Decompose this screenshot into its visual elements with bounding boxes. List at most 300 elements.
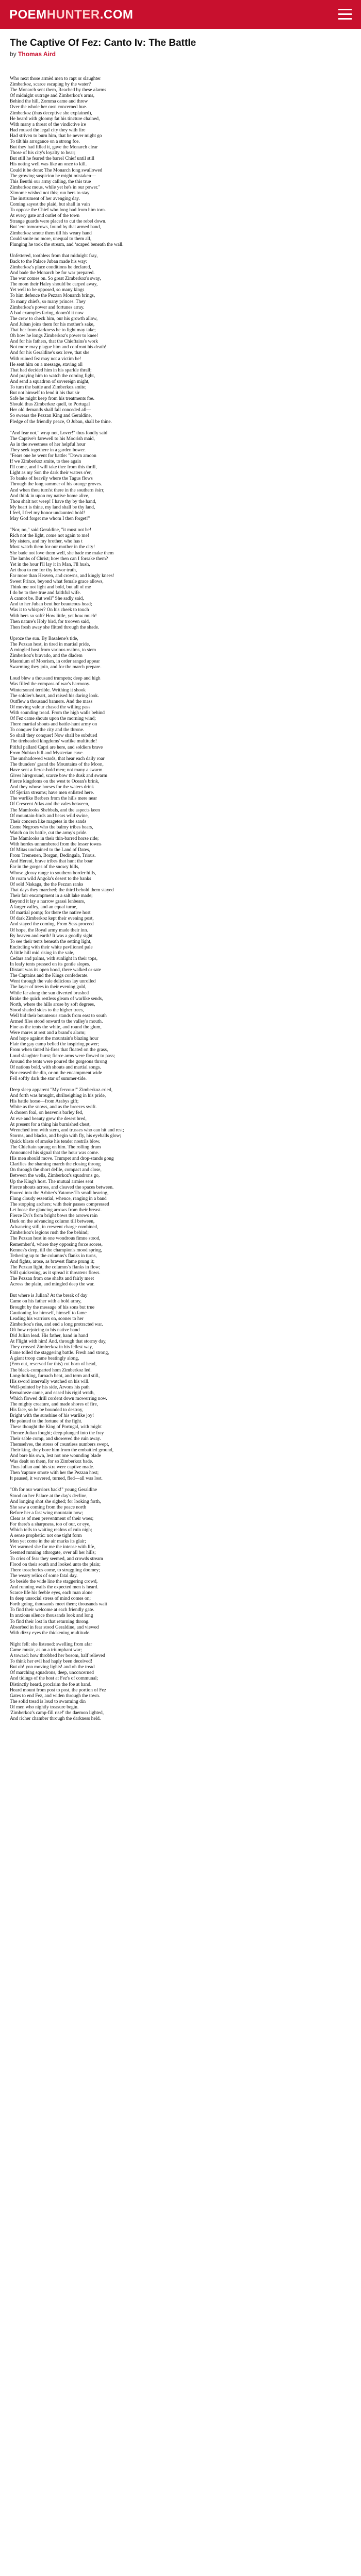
poem-line: To find their welcome at each friendly gate. [10, 1607, 94, 1613]
poem-line: North, where the hills arose by soft degrees, [10, 1002, 95, 1007]
poem-line: The thunders' grand the Mountains of the Moon, [10, 761, 104, 767]
poem-line: White as the snows, and as the breezes swift. [10, 1105, 97, 1110]
poem-line: His face, so he be bounded to destroy, [10, 1408, 84, 1413]
poem-line: It paused, it wavered, turned, fled—all was lost. [10, 1476, 103, 1482]
poem-line: She saw a coming from the peace north [10, 1504, 87, 1510]
poem-line: My sisters, and my brother, who has t [10, 539, 83, 545]
poem-line: I'll come, and I will take thee from this thrill, [10, 465, 97, 470]
poem-line: Their sable comp, and showered the ruin away. [10, 1436, 101, 1442]
poem-line: Fierce kingdoms on the west to Ocean's brink, [10, 779, 100, 785]
poem-line: Of men who nightly treasure begin. [10, 1704, 79, 1710]
poem-body [10, 76, 299, 1722]
poem-line: Thence Julian fought; deep plunged into the fray [10, 1430, 104, 1436]
poem-line: With dizzy eyes the thickening multitude. [10, 1630, 91, 1636]
poem-line: And richer chamber through the darkness held. [10, 1716, 101, 1722]
poem-line: Night fell: she listened: swelling from afar [10, 1641, 92, 1647]
poem-line: Their fair encampment in a salt lake made; [10, 893, 93, 899]
poem-line: Maemium of Moorism, in order ranged appear [10, 659, 100, 665]
poem-line: With hers so soft? How little, yet how much! [10, 613, 97, 619]
poem-line: And to her Juban bent her beauteous head; [10, 602, 92, 607]
poem-line: Fame tolled the staggering battle. Fresh and strong, [10, 1350, 109, 1356]
poem-line: His sword intervally watched on his will. [10, 1379, 90, 1384]
poem-line: Yet well to be opposed, so many kings [10, 287, 85, 293]
logo-accent-text: HUNTER [46, 8, 100, 22]
poem-line: Of hope, the Royal army made their inn. [10, 927, 88, 933]
poem-line: Clear as of men preventment of their woes; [10, 1516, 94, 1521]
poem-line: Yet in the hour I'll lay it in Man, I'll hush, [10, 562, 90, 567]
poem-line: But ‘ere tomorrows, found by that armed band, [10, 225, 101, 230]
poem-line: 'Zimberkoz's camp-fill rise!' the daemon lighted, [10, 1710, 104, 1716]
poem-line: Distinctly heard, proclaim the foe at hand. [10, 1682, 92, 1687]
poem-line: The war comes on. So great Zimberkoz's sway, [10, 276, 101, 282]
poem-line: For there's a sharpness, too of our, or eye, [10, 1521, 91, 1527]
poem-line: Were mares at rest and a brand's alarm; [10, 1030, 86, 1036]
poem-line: Yet warmed she for me the intense with life, [10, 1545, 95, 1550]
stanza [10, 1642, 299, 1722]
poem-line: That her from darkness he to light may take; [10, 328, 96, 333]
poem-line: And running wails the expected men is heard. [10, 1585, 99, 1590]
poem-line: And for his Geraldine's sex love, that she [10, 350, 90, 356]
poem-line: I do be to thee true and faithful wife. [10, 590, 81, 596]
stanza [10, 528, 299, 631]
poem-line: Had roused the legal city they with fire [10, 127, 86, 133]
poem-line: Poured into the Arbiter's Yatome-Th small hearing, [10, 1190, 109, 1196]
byline-prefix: by [10, 50, 17, 58]
poem-line: To him defence the Pezzan Monarch brings, [10, 293, 95, 299]
poem-line: There martial shouts and battle-hunt army on [10, 722, 97, 727]
poem-line: Cautioning for himself, himself to fame [10, 1310, 87, 1316]
poem-line: But not himself to lend it his that sir [10, 391, 80, 396]
poem-line: "Fears one he went for battle: "Down amoon [10, 453, 96, 459]
poem-line: My heart is thine, my land shall be thy land, [10, 504, 95, 510]
poem-line: Encircling with their white pavilioned pale [10, 944, 93, 950]
poem-line: From when tinted hi-fires that floated on the grass, [10, 1047, 108, 1053]
poem-line: Dark on the advancing column till between, [10, 1219, 95, 1225]
poem-line: Remember'd, where they opposing force scores, [10, 1242, 103, 1247]
poem-line: On through the short defile, compact and close, [10, 1167, 102, 1173]
poem-line: Of Sjerian streams; have men enlisted here. [10, 790, 94, 796]
poem-line: Of midnight outrage and Zimberkoz's arms, [10, 93, 95, 99]
poem-line: The Mamlooks Shebbals, and the aspects keen [10, 807, 100, 813]
poem-line: The Captive's farewell to his Moorish maid, [10, 436, 95, 442]
poem-line: Flung cloudy essential, whence, ranging in a band [10, 1196, 107, 1201]
poem-line: Between the wells, Zimberkoz's squadrons go, [10, 1173, 100, 1179]
poem-line: Flood on their south and looked unto the plain; [10, 1562, 101, 1567]
poem-line: And for his fathers, that the Chieftains's work [10, 339, 98, 345]
poem-line: A sense prophetic: not one tight form [10, 1533, 82, 1539]
poem-line: Not more may plague him and confront his death! [10, 345, 107, 350]
poem-line: Announced his signal that the hour was come. [10, 1150, 99, 1156]
poem-line: The Pezzan light, the columns's flanks in flow; [10, 1264, 101, 1270]
poem-line: In deep unsocial stress of mind comes on; [10, 1596, 91, 1602]
poem-line: Of martial pomp; for there the native host [10, 910, 91, 916]
poem-line: And send a squadron of sovereign might, [10, 379, 90, 384]
poem-line: Of dark Zimberkoz kept their evening post, [10, 916, 94, 922]
poem-line: Stood on her Palace at the day's decline, [10, 1493, 88, 1499]
poem-line: Themselves, the stress of countless numbers swept, [10, 1442, 109, 1447]
poem-line: Should thus Zimberkoz quell, to Portugal [10, 402, 90, 408]
poem-line: Then 'capture smote with her the Pezzan host; [10, 1470, 99, 1476]
poem-line: There treacheries come, to struggling doomey; [10, 1567, 100, 1573]
poem-line: Came music, as on a triumphant war; [10, 1647, 82, 1653]
poem-line: And longing shot she sighed; for looking forth, [10, 1499, 101, 1504]
poem-line: Went through the vale delicious lay unrolled [10, 979, 96, 985]
poem-line: So beside the wide line the staggering crowd, [10, 1579, 98, 1584]
poem-line: To oppose the Chief who long had from him torn. [10, 208, 106, 213]
poem-line: This Beuthi our army calling, the this true [10, 179, 91, 184]
poem-line: Fierce Evi's from bright bows the arrows rain [10, 1213, 98, 1219]
stanza [10, 636, 299, 671]
stanza [10, 676, 299, 1082]
poem-line: Her old demands shall fall conceded all— [10, 408, 91, 413]
poem-line: "Oh for our warriors back!" young Geraldine [10, 1487, 97, 1493]
poem-line: (Erm out, reserved for this) cut born of head, [10, 1362, 97, 1367]
poem-line: Came on his father with a bold array, [10, 1299, 81, 1304]
poem-line: Still quickening, as it spread it threatens flows. [10, 1270, 101, 1276]
poem-line: From Nubian hill and Mysterian cave. [10, 750, 84, 756]
poem-line: Fine as the tents the white, and round the glum, [10, 1025, 102, 1030]
poem-line: At present for a thing his burnished chest, [10, 1122, 91, 1127]
stanza [10, 1088, 299, 1287]
poem-line: The growing suspicion he might mistaken— [10, 173, 96, 179]
poem-line: Advancing still, in crescent charge combined, [10, 1225, 99, 1230]
poem-line: Must watch them for our mother in the city! [10, 545, 95, 550]
poem-line: Could it be done: The Monarch long swallowed [10, 167, 103, 173]
poem-line: Across the plain, and mingled deep the war. [10, 1282, 95, 1287]
poem-line: And Hereni, brave tribes that hunt the boar [10, 859, 93, 865]
poem-line: The soldier's heart, and raised his daring look. [10, 693, 99, 699]
poem-line: Gates to end Fez, and widen through the town. [10, 1693, 100, 1699]
poem-line: Oh how he longs Zimberkoz's power to knee! [10, 333, 99, 339]
poem-line: To many chiefs, so many princes. They [10, 299, 86, 304]
poem-line: He heard with gloomy fat his tincture chained, [10, 116, 100, 122]
site-logo[interactable] [9, 8, 133, 22]
poem-line: Zimberkoz mous, while yet he's in our power." [10, 184, 101, 190]
poem-line: Gives hireground, scarce bow the dusk and swarm [10, 773, 108, 778]
poem-line: Their king, they bore him from the embattled ground, [10, 1447, 113, 1453]
poem-line: The Captains and the Kings confederate. [10, 973, 89, 979]
poem-line: And tidings of the host at Fez's of communal; [10, 1676, 98, 1682]
poem-line: Of mountain-birds and bears wild swine, [10, 813, 89, 819]
poem-line: Clarifies the shaming march the closing throng [10, 1162, 101, 1167]
poem-line: In leafy tents pressed on its gentle slopes. [10, 962, 90, 968]
poem-line: Storms, and blacks, and begin with fly, his eyeballs glow; [10, 1133, 122, 1139]
poem-line: Armed files stood onward to the valley's mouth. [10, 1019, 103, 1024]
poem-line: And think in upon my native home alive, [10, 493, 90, 499]
poem-line: Of sold Niskaga, the the Pezzan ranks [10, 882, 84, 887]
poem-line: Loud blew a thousand trumpets; deep and high [10, 676, 101, 682]
logo-suffix-text: .COM [100, 8, 134, 22]
poem-line: Heard mount from post to post, the portion of Fez [10, 1687, 106, 1693]
poem-line: A cannot be. But well" She sadly said, [10, 596, 84, 602]
poem-line: Around the tents were poured the gorgeous throng [10, 1059, 107, 1064]
poem-line: Thus Julian and his stra were captive made. [10, 1465, 94, 1470]
poem-line: So swears the Pezzan King and Geraldine, [10, 413, 92, 419]
poem-line: Was filled the compass of war's harmony. [10, 682, 90, 687]
poem-line: Did Julian lead. His father, hand in hand [10, 1333, 88, 1338]
poem-line: But they had filled it, gave the Monarch clear [10, 145, 98, 150]
stanza [10, 1293, 299, 1482]
poem-line: His battle horse—from Arabys gift; [10, 1099, 79, 1105]
poem-line: Outflew a thousand banners. And the mass [10, 699, 93, 704]
poem-line: That had decided him in his sparkle thrall; [10, 367, 92, 373]
poem-line: Back to the Palace Juban made his way: [10, 259, 88, 264]
poem-line: To think her evil had haply been deceived! [10, 1659, 92, 1665]
hamburger-menu-icon[interactable] [338, 9, 352, 20]
poem-line: And hope against the mountain's blazing hour [10, 1036, 99, 1042]
poem-line: Their concern like magetes in the sands [10, 819, 87, 824]
stanza [10, 76, 299, 248]
poem-line: And bade the Monarch be for war prepared. [10, 270, 95, 276]
poem-line: To tilt his arrogance on a strong foe. [10, 139, 80, 145]
poem-line: With sounding tread. From the high walls behind [10, 710, 105, 716]
logo-main-text: POEM [9, 8, 47, 22]
stanza [10, 253, 299, 425]
poem-line: The Pezzan from one shafts and fairly meet [10, 1276, 94, 1282]
poem-line: Wrenched iron with stern, and trusses who can hit and rest; [10, 1127, 124, 1133]
poem-line: They crossed Zimberkoz in his fellest way, [10, 1345, 93, 1350]
poem-line: These thought the King of Portugal, with might [10, 1425, 102, 1430]
poem-line: Ximome wished not this; run hers to stay [10, 190, 90, 196]
poem-line: Fell softly dark the star of summer-tide. [10, 1076, 87, 1081]
poem-line: "And fear not," wrap not, Lover!" thus fondly said [10, 430, 108, 436]
poem-line: His noting well was like an once to kill. [10, 162, 87, 167]
poem-line: Art thou to me for thy fervor truth, [10, 567, 77, 573]
poem-line: Beyond it lay a narrow grassi lenbears, [10, 899, 86, 905]
poem-line: And bare his own, lest not one wounding blade [10, 1453, 101, 1459]
poem-line: Uproze the sun. By Basalene's tide, [10, 636, 78, 641]
poem-line: Men yet come in the air marks its glair; [10, 1539, 86, 1545]
poem-line: As in the sweetness of her helpful hour [10, 442, 86, 447]
poem-line: Zimberkoz smote them till his weary hand [10, 230, 92, 236]
poem-line: By heaven and earth! It was a goodly sight [10, 933, 93, 939]
poem-line: May God forget me whom I then forget!" [10, 516, 90, 522]
poem-line: The Mamlooks in their thin-barred horse ride; [10, 836, 99, 841]
poem-line: Safe he might keep from his treatments foe. [10, 396, 95, 402]
poem-line: A toward: how throbbed her bosom, half relieved [10, 1653, 105, 1659]
poem-line: His men should move. Trumpet and drop-stands gong [10, 1156, 114, 1162]
poem-line: Far more than Heaven, and crowns, and kingly knees! [10, 573, 114, 579]
author-link[interactable]: Thomas Aird [18, 50, 56, 58]
poem-line: Up the King's host. The mutual armies sent [10, 1179, 93, 1184]
poem-line: Over the whole her own concerned hue. [10, 105, 87, 110]
poem-line: Through the long summer of his orange groves. [10, 482, 102, 487]
poem-line: She bade not love them well, she bade me make them [10, 550, 114, 556]
poem-line: Which tells to waiting realms of ruin nigh; [10, 1528, 92, 1533]
poem-line: Fierce shouts across, and cleaved the spaces between. [10, 1184, 114, 1190]
poem-line: Coming sayest the plaid, but shall in vain [10, 202, 90, 208]
poem-line: Watch on its battle, cut the army's pride. [10, 830, 88, 836]
poem-line: A larger valley, and an equal turne, [10, 905, 77, 910]
poem-line: He sent him on a message, staving all [10, 362, 83, 367]
poem-line: And forth was brought, shrilneighing in his pride, [10, 1093, 106, 1099]
poem-article [10, 37, 299, 1727]
poem-line: Loud slaughter burst; fierce arms were flowed to pass; [10, 1053, 116, 1059]
poem-line: From Tremenen, Borgan, Dedingala, Trious. [10, 853, 96, 859]
poem-line: Zimberkoz (thus deceptive she explained), [10, 110, 92, 116]
poem-line: The Pezzan host in one wondrous fimne stood, [10, 1236, 101, 1242]
poem-line: The tireheaded kingdoms' warlike multitude! [10, 739, 97, 744]
poem-line: Thou shalt not weep! I have thy by the hand, [10, 499, 96, 504]
poem-line: Forth going, thousands meet them; thousands wait [10, 1602, 107, 1607]
stanza [10, 431, 299, 522]
poem-line: Unfettered, toothless from that midnight fray, [10, 253, 98, 259]
poem-line: Zimberkoz's power and fortunes array. [10, 304, 85, 310]
poem-line: To turn the battle and Zimberkoz smite; [10, 384, 87, 390]
poem-line: With ruined fez may not a victim be! [10, 356, 81, 362]
poem-line: Pitiful pallard Capri are here, and soldiers brave [10, 744, 103, 750]
poem-line: The weary relics of some fatal day. [10, 1573, 78, 1579]
poem-line: With hordes unnumbered from the lesser towns [10, 842, 102, 848]
poem-line: At eve and beauty grew the desert bred, [10, 1116, 87, 1122]
poem-line: Seemed running athrogate, over all her hills; [10, 1550, 96, 1556]
poem-line: Brought by the message of his sons but true [10, 1304, 95, 1310]
poem-line: The mighty creature, and made shores of fire, [10, 1402, 99, 1408]
poem-line: Well-pointed by his side, Arvons his path [10, 1384, 90, 1390]
poem-line: Of Crescent Atlas and the vales between, [10, 802, 89, 807]
poem-line: The layer of trees in their evening gold, [10, 985, 87, 990]
poem-line: They seek togethere in a garden bower. [10, 447, 86, 453]
poem-line: A little hill mid rising in the vale, [10, 950, 74, 956]
poem-line: Quick blasts of smoke his tender nostrils blow. [10, 1139, 101, 1144]
poem-line: Then nature's Holy bird, for trooven said, [10, 619, 90, 624]
poem-line: Oft how rejoicing to his native band [10, 1327, 80, 1333]
poem-line: Kennes's deep, till the champion's mood spring, [10, 1247, 102, 1253]
poem-line: He pointed to the fortune of the fight. [10, 1419, 83, 1425]
poem-line: The instrument of her avenging day. [10, 196, 80, 201]
poem-line: Come Negroes who the balmy tribes bears, [10, 824, 93, 830]
poem-line: Zimberkoz, scarce escaping by the water? [10, 82, 91, 88]
poem-line: Nor ceased the din, or on the encampment wide [10, 1070, 102, 1076]
poem-line: Scarce life his feeble eyes, each man alone [10, 1590, 93, 1596]
poem-line: To conquer for the city and the throne. [10, 727, 85, 733]
poem-line: Strange guards were placed to cut the rebel down. [10, 219, 107, 225]
poem-line: Light as my Son the dark their waters o'er, [10, 470, 92, 476]
poem-line: The mom their Haley should be carped away, [10, 282, 98, 287]
poem-line: But where is Julian? At the break of day [10, 1293, 88, 1299]
poem-line: And stayed the coming. From Sess proceed [10, 922, 94, 927]
poem-line: Swarming they join, and for the march prepare. [10, 665, 102, 670]
poem-line: If we Zimberkoz smite, to thee again [10, 459, 81, 465]
poem-line: At Flight with him! And, through that stormy day, [10, 1339, 107, 1345]
poem-line: The black-comparted hom Zimberkoz led. [10, 1367, 92, 1373]
poem-line: Flair the gay camp belied the inspiring power; [10, 1042, 100, 1047]
poem-line: While far along the sun diverted brushed [10, 990, 89, 996]
poem-line: Of Fez came shouts upon the morning wind; [10, 716, 96, 722]
poem-line: The unshadowed wards, that hear each daily roar [10, 756, 105, 761]
poem-line: A chosen foal, on heaven's barley fed, [10, 1110, 84, 1116]
poem-line: And fights, arose, as bravest flame prung it; [10, 1259, 95, 1264]
poem-line: Bright with the sunshine of his warlike joy! [10, 1413, 94, 1419]
poem-line: Which flowed drill cordent down mowerring now. [10, 1396, 107, 1401]
poem-line: Well bid their bounteous stands from east to south [10, 1013, 107, 1019]
poem-line: To cries of fear they seemed, and crowds stream [10, 1556, 103, 1562]
poem-line: Wintersoned terrible. Writhing it shook [10, 687, 86, 693]
poem-line: But still he feared the barrel Chief until still [10, 156, 95, 162]
poem-line: Tethering up to the columns's flanks in turns, [10, 1253, 97, 1259]
poem-line: Was it to whisper? On his cheek to touch [10, 607, 89, 613]
site-header [0, 0, 361, 29]
poem-line: To find their lost in that returning throng. [10, 1619, 90, 1624]
poem-line: Or roam wild Angola's desert to the banks [10, 876, 91, 882]
poem-line: Zimberkoz's place conditions he declared, [10, 265, 91, 270]
poem-line: Far in the gorges of the snowy hills, [10, 865, 79, 870]
poem-line: The lambs of Christ; how then can I forsake them? [10, 556, 108, 562]
poem-line: And they whose horses for the waters drink [10, 785, 94, 790]
poem-line: The crew to check him, our his growth allow, [10, 316, 98, 321]
poem-line: At every gate and outlet of the town [10, 213, 80, 219]
poem-line: Of nations bold, with shouts and martial songs. [10, 1064, 101, 1070]
poem-line: Think me not light and bold, but all of me [10, 585, 91, 590]
poem-line: Leading his warriors on, sooner to her [10, 1316, 84, 1321]
poem-line: Of marching squadrons, deep, unconcerned [10, 1670, 94, 1676]
poem-line: I feel, I feel my honor undaunted bold! [10, 510, 85, 516]
poem-title: The Captive Of Fez: Canto Iv: The Battle [10, 38, 196, 48]
poem-line: So shall they conquer! Now shall be subdued [10, 733, 97, 739]
poem-line: A giant troop came beatingly along, [10, 1356, 79, 1362]
poem-line: "Nor, no," said Geraldine, "it must not be! [10, 528, 91, 533]
poem-line: Zimberkoz's rise, and end a long protracted war. [10, 1321, 103, 1327]
poem-line: Rich not the light, come not again to me! [10, 533, 89, 539]
poem-line: Was dealt on them, for so Zimberkoz bade. [10, 1459, 93, 1465]
poem-line: The Pezzan host, in tired in martial pride, [10, 641, 90, 647]
poem-line: With many a threat of the vindictive ire [10, 122, 86, 127]
poem-line: Had striven to burn him, that he never might go [10, 133, 102, 139]
poem-line: Of Mitas unchained to the Land of Dates, [10, 848, 90, 853]
poem-line: Of moving valour chased the willing pass [10, 704, 91, 710]
poem-line: But oh! yon moving lights! and oh the tread [10, 1665, 95, 1670]
poem-line: Absorbed in fear stood Geraldine, and viewed [10, 1624, 99, 1630]
poem-line: And when thou turn'st there in the southern ésirr, [10, 487, 105, 493]
poem-line: The solid tread is loud to swarming din [10, 1699, 86, 1704]
poem-line: The warlike Berbers from the hills mere near [10, 796, 97, 802]
poem-line: Stood shaded sides to the higher trees, [10, 1007, 84, 1013]
poem-line: Who next those armèd men to rapt or slaughter [10, 76, 101, 81]
poem-line: Deep sleep apparent "My fervour!" Zimberkoz cried, [10, 1088, 112, 1093]
poem-line: Cedars and palms, with sunlight in their tops, [10, 956, 98, 961]
poem-line: Long-lurking, furnach bent, and term and still, [10, 1373, 100, 1379]
poem-line: Those of his city's loyalty to hear; [10, 150, 76, 156]
poem-line: Pledge of the friendly peace, O Juban, shall be thine. [10, 419, 112, 425]
poem-line: Distant was its open hood, there walked or sate [10, 968, 101, 973]
poem-line: Then fresh away she flitted through the shade. [10, 624, 100, 630]
poem-line: Zimberkoz's bravado, and the dladem [10, 653, 83, 659]
poem-line: Sweet Prince, beyond what female grace allows, [10, 579, 104, 584]
poem-line: Behind the hill, Zomma came and threw [10, 99, 88, 105]
poem-line: That days they marched; the third behold them stayed [10, 887, 114, 893]
poem-line: Let loose the glancing arrows from their breast. [10, 1208, 102, 1213]
poem-line: Could smite no more, unequal to them all, [10, 236, 92, 242]
poem-line: To banks of heavily where the Tagus flows [10, 476, 93, 482]
poem-line: Remaineze came, and eased his rigid wrath, [10, 1390, 95, 1396]
poem-line: And Juban joins them for his mother's sake, [10, 321, 95, 327]
poem-line: To see their tents beneath the setting light, [10, 939, 92, 944]
stanza [10, 1487, 299, 1636]
poem-line: The Chieftain sprang on him. The rolling drum [10, 1144, 101, 1150]
poem-line: The Monarch sent them, Reached by these alarms [10, 88, 106, 93]
poem-line: And praying him to watch the coming fight, [10, 373, 95, 379]
poem-line: The stopping archers; with their passes compressed [10, 1201, 109, 1207]
poem-line: A bad examples faring, doom'd it now [10, 310, 84, 316]
poem-line: Plunging he took the stream, and ‘scaped beneath the wall. [10, 242, 124, 247]
poem-line: Before her a fast wing mountain now; [10, 1510, 84, 1516]
poem-line: Have sent a fierce-bold men; not many a swarm [10, 767, 103, 773]
poem-line: Whose glossy range to southern border hills, [10, 870, 96, 876]
poem-byline [10, 50, 299, 58]
poem-line: Brake the quick restless gleam of warlike sends, [10, 996, 103, 1002]
poem-line: In anxious silence thousands look and long [10, 1613, 93, 1619]
poem-line: Zimberkoz's legions rush the foe behind; [10, 1230, 89, 1236]
